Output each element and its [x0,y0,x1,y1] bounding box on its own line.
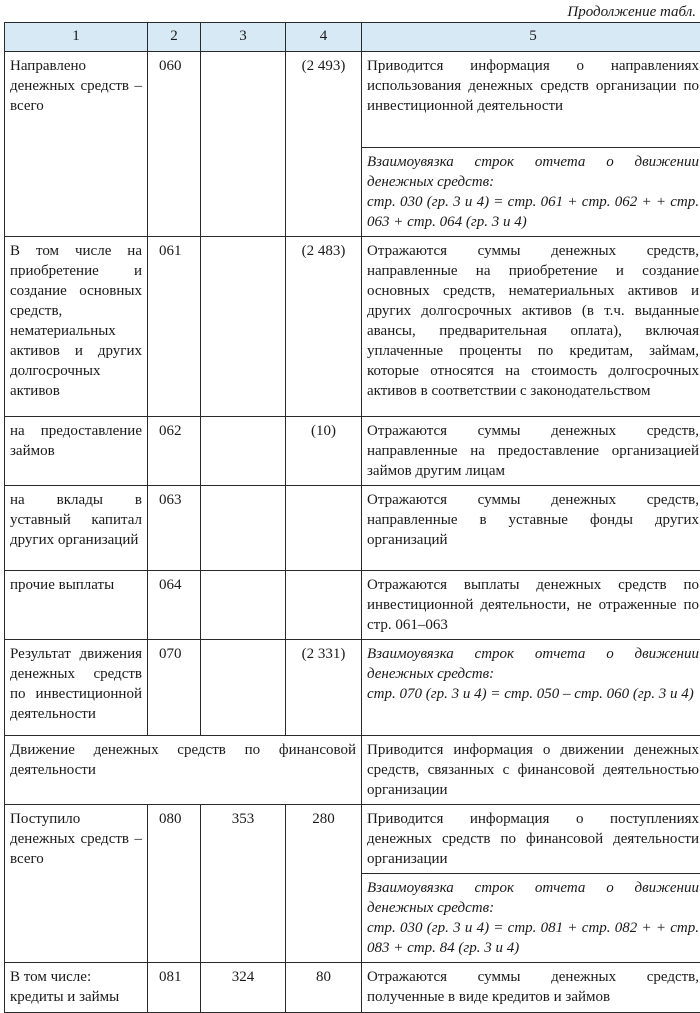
row-desc-064: Отражаются выплаты денежных средств по инвестиционной деятельности, не отраженные по стр. 061–063 [362,571,700,640]
row-col3-063 [201,486,286,571]
row-code-080: 080 [148,805,201,963]
section-title: Движение денежных средств по финансовой деятельности [5,736,362,805]
row-code-062: 062 [148,417,201,486]
section-row [5,736,700,805]
note-title: Взаимоувязка строк отчета о движении денежных средств: [367,878,699,918]
section-desc: Приводится информация о движении денежных средств, связанных с финансовой деятельностью организации [362,736,700,805]
header-col-1: 1 [5,23,148,52]
row-name-063: на вклады в уставный капитал других организаций [5,486,148,571]
row-col4-062: (10) [286,417,362,486]
row-col3-061 [201,237,286,417]
header-col-5: 5 [362,23,700,52]
row-desc-063: Отражаются суммы денежных средств, направленные в уставные фонды других организаций [362,486,700,571]
row-name-081 [5,963,148,1013]
header-col-3: 3 [201,23,286,52]
row-col4-070: (2 331) [286,640,362,736]
row-name-080: Поступило денежных средств – всего [5,805,148,963]
table-row [5,805,700,874]
row-code-060: 060 [148,52,201,237]
row-note-080 [362,874,700,963]
table-row [5,237,700,417]
row-name-081-line1: В том числе: [10,967,142,987]
table-row [5,963,700,1013]
row-desc-080: Приводится информация о поступлениях денежных средств по финансовой деятельности организации [362,805,700,874]
note-formula: стр. 030 (гр. 3 и 4) = стр. 081 + стр. 082 + + стр. 083 + стр. 84 (гр. 3 и 4) [367,918,699,958]
note-formula: стр. 070 (гр. 3 и 4) = стр. 050 – стр. 060 (гр. 3 и 4) [367,684,699,704]
continuation-label: Продолжение табл. [567,2,696,22]
row-name-062: на предоставление займов [5,417,148,486]
row-col3-081: 324 [201,963,286,1013]
row-name-070: Результат движения денежных средств по инвестиционной деятельности [5,640,148,736]
header-row [5,23,700,52]
row-code-070: 070 [148,640,201,736]
row-code-061: 061 [148,237,201,417]
row-col3-064 [201,571,286,640]
row-note-070 [362,640,700,736]
row-code-063: 063 [148,486,201,571]
table-row [5,640,700,736]
row-code-064: 064 [148,571,201,640]
row-code-081: 081 [148,963,201,1013]
row-desc-060: Приводится информация о направлениях использования денежных средств организации по инвестиционной деятельности [362,52,700,148]
cash-flow-table [4,22,700,1013]
table-row [5,571,700,640]
row-name-064: прочие выплаты [5,571,148,640]
row-col4-061: (2 483) [286,237,362,417]
table-row [5,417,700,486]
row-desc-062: Отражаются суммы денежных средств, направленные на предоставление организацией займов другим лицам [362,417,700,486]
row-name-060: Направлено денежных средств – всего [5,52,148,237]
row-col3-062 [201,417,286,486]
header-col-4: 4 [286,23,362,52]
row-desc-061: Отражаются суммы денежных средств, направленные на приобретение и создание основных средств, нематериальных активов и других долгосрочных активов (в т.ч. выданные авансы, предварительная оплата), включая уплаченные проценты по кредитам, займам, которые относятся на стоимость долгосрочных активов в соответствии с законодательством [362,237,700,417]
row-note-060 [362,148,700,237]
note-title: Взаимоувязка строк отчета о движении денежных средств: [367,644,699,684]
row-col3-070 [201,640,286,736]
row-col4-080: 280 [286,805,362,963]
row-desc-081: Отражаются суммы денежных средств, полученные в виде кредитов и займов [362,963,700,1013]
row-col4-063 [286,486,362,571]
row-name-081-line2: кредиты и займы [10,987,142,1007]
row-col4-060: (2 493) [286,52,362,237]
note-title: Взаимоувязка строк отчета о движении денежных средств: [367,152,699,192]
row-col3-080: 353 [201,805,286,963]
header-col-2: 2 [148,23,201,52]
row-name-061: В том числе на приобретение и создание основных средств, нематериальных активов и других долгосрочных активов [5,237,148,417]
table-row [5,52,700,148]
table-row [5,486,700,571]
row-col3-060 [201,52,286,237]
row-col4-081: 80 [286,963,362,1013]
row-col4-064 [286,571,362,640]
note-formula: стр. 030 (гр. 3 и 4) = стр. 061 + стр. 062 + + стр. 063 + стр. 064 (гр. 3 и 4) [367,192,699,232]
